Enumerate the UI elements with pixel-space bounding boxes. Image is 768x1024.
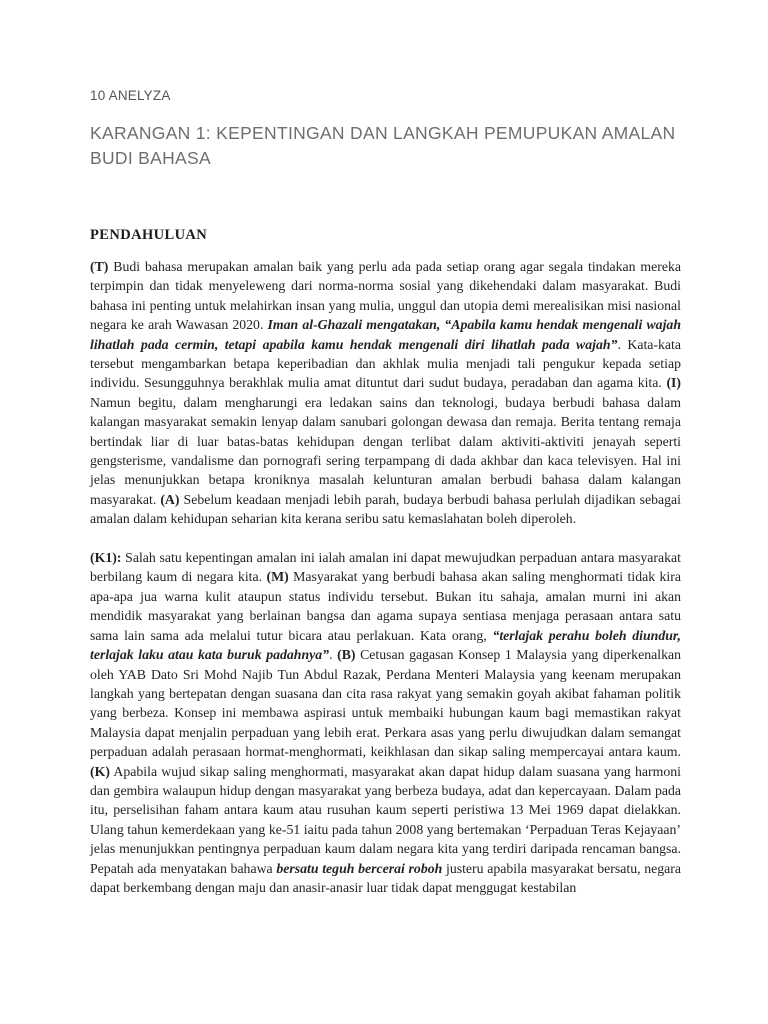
text-run: (B)	[337, 647, 356, 663]
text-run: (K)	[90, 763, 110, 779]
text-run: (A)	[160, 491, 180, 507]
document-header: 10 ANELYZA	[90, 88, 171, 103]
text-run: .	[329, 647, 338, 663]
section-heading-pendahuluan: PENDAHULUAN	[90, 227, 208, 243]
text-run: Iman al-Ghazali mengatakan, “Apabila kamu hendak mengenali wajah lihatlah pada cermin, tetapi apabila kamu hendak mengenali diri lihatlah pada wajah”	[90, 317, 681, 352]
text-run: (K1):	[90, 550, 122, 566]
text-run: (I)	[666, 375, 681, 391]
text-run: Apabila wujud sikap saling menghormati, masyarakat akan dapat hidup dalam suasana yang harmoni dan gembira walaupun hidup dengan masyarakat yang berbeza budaya, adat dan kepercayaan. Dalam pada itu, perselisihan faham antara kaum atau rusuhan kaum seperti peristiwa 13 Mei 1969 dapat dielakkan. Ulang tahun kemerdekaan yang ke-51 iaitu pada tahun 2008 yang bertemakan ‘Perpaduan Teras Kejayaan’ jelas menunjukkan pentingnya perpaduan kaum dalam negara kita yang terdiri daripada rencaman bangsa. Pepatah ada menyatakan bahawa	[90, 763, 681, 876]
paragraph-k1	[90, 548, 681, 897]
text-run: Cetusan gagasan Konsep 1 Malaysia yang diperkenalkan oleh YAB Dato Sri Mohd Najib Tun Abdul Razak, Perdana Menteri Malaysia yang keenam merupakan langkah yang bertepatan dengan suasana dan cita rasa rakyat yang semakin goyah akibat fahaman politik yang berbeza. Konsep ini membawa aspirasi untuk membaiki hubungan kaum bagi memastikan rakyat Malaysia dapat menjalin perpaduan yang lebih erat. Perkara asas yang perlu diwujudkan dalam semangat perpaduan adalah perasaan hormat-menghormati, keikhlasan dan sikap saling mempercayai antara kaum.	[90, 647, 681, 760]
paragraph-pendahuluan	[90, 257, 681, 529]
text-run: Masyarakat yang berbudi bahasa akan saling menghormati tidak kira apa-apa jua warna kulit ataupun status individu tersebut. Bukan itu sahaja, amalan murni ini akan mendidik masyarakat yang berlainan bangsa dan agama supaya sentiasa menjaga perasaan antara satu sama lain sama ada melalui tutur bicara atau perlakuan. Kata orang,	[90, 569, 681, 643]
text-run: Namun begitu, dalam mengharungi era ledakan sains dan teknologi, budaya berbudi bahasa dalam kalangan masyarakat semakin lenyap dalam sanubari golongan dewasa dan remaja. Berita tentang remaja bertindak liar di luar batas-batas kehidupan dengan terlibat dalam aktiviti-aktiviti jenayah seperti gengsterisme, vandalisme dan pornografi sering terpampang di dada akhbar dan kaca televisyen. Hal ini jelas menunjukkan betapa kroniknya masalah kelunturan amalan berbudi bahasa dalam kalangan masyarakat.	[90, 394, 681, 507]
text-run: “terlajak perahu boleh diundur, terlajak laku atau kata buruk padahnya”	[90, 627, 681, 663]
text-run: Salah satu kepentingan amalan ini ialah amalan ini dapat mewujudkan perpaduan antara masyarakat berbilang kaum di negara kita.	[90, 550, 681, 585]
text-run: (M)	[266, 569, 289, 585]
document-title: KARANGAN 1: KEPENTINGAN DAN LANGKAH PEMUPUKAN AMALAN BUDI BAHASA	[90, 123, 676, 168]
text-run: Sebelum keadaan menjadi lebih parah, budaya berbudi bahasa perlulah dijadikan sebagai amalan dalam kehidupan seharian kita kerana seribu satu kemaslahatan boleh diperoleh.	[90, 491, 681, 527]
text-run: (T)	[90, 259, 109, 274]
text-run: bersatu teguh bercerai roboh	[276, 860, 443, 876]
text-run: justeru apabila masyarakat bersatu, negara dapat berkembang dengan maju dan anasir-anasir luar tidak dapat menggugat kestabilan	[90, 860, 681, 895]
text-run: . Kata-kata tersebut mengambarkan betapa keperibadian dan akhlak mulia menjadi tali pengukur kepada setiap individu. Sesungguhnya berakhlak mulia amat dituntut dari sudut budaya, peradaban dan agama kita.	[90, 336, 681, 391]
text-run: Budi bahasa merupakan amalan baik yang perlu ada pada setiap orang agar segala tindakan mereka terpimpin dan tidak menyeleweng dari norma-norma sosial yang dikehendaki dalam masyarakat. Budi bahasa ini penting untuk melahirkan insan yang mulia, unggul dan utopia demi merealisikan misi nasional negara ke arah Wawasan 2020.	[90, 259, 681, 333]
